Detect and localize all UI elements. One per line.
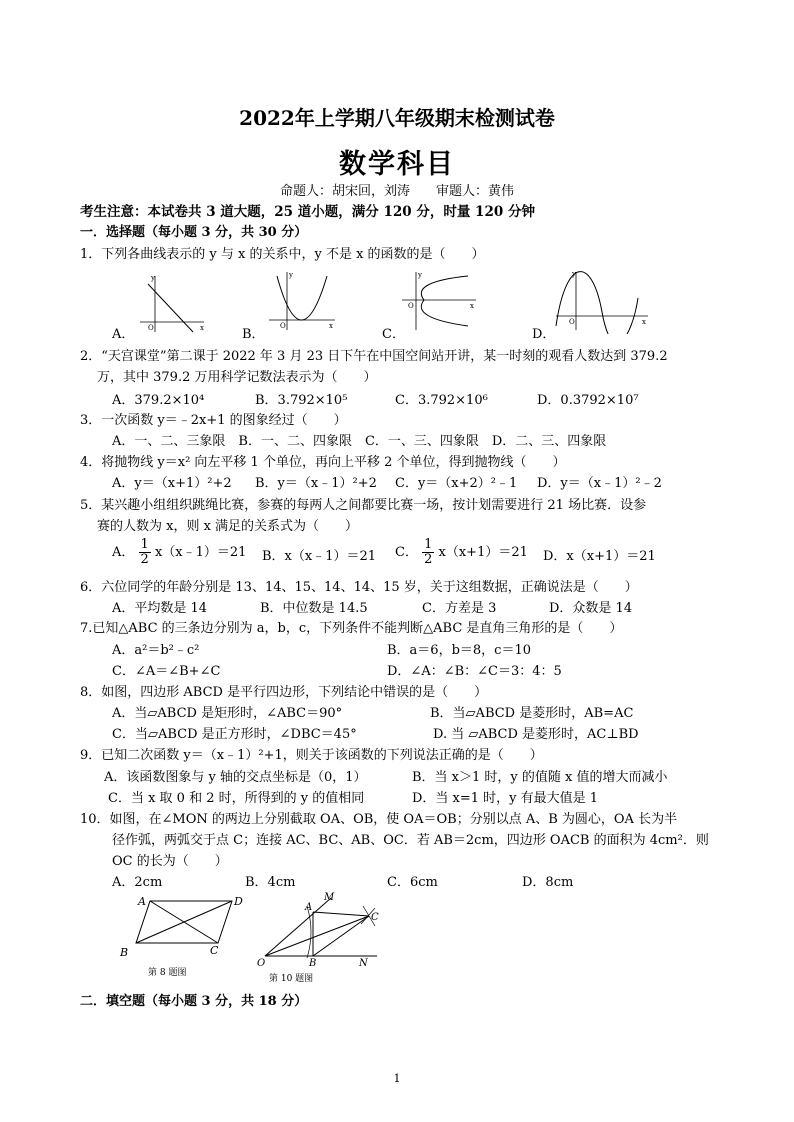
q10-option-a: A．2cm xyxy=(112,875,163,890)
graph-a-origin: O xyxy=(148,324,154,332)
subject-title: 数学科目 xyxy=(339,149,455,180)
q5-option-c-label: C． xyxy=(395,545,418,560)
q6-option-a: A．平均数是 14 xyxy=(112,601,208,616)
fig8-label-a: A xyxy=(138,895,146,908)
graph-b-y-label: y xyxy=(289,271,293,279)
figure-10-angle-construction xyxy=(255,888,390,986)
q5-option-a-label: A． xyxy=(112,545,135,560)
graph-b-origin: O xyxy=(280,322,286,330)
q8-stem: 8．如图，四边形 ABCD 是平行四边形，下列结论中错误的是（ ） xyxy=(80,685,488,700)
fig10-label-n: N xyxy=(359,958,368,969)
q5-stem-line1: 5．某兴趣小组组织跳绳比赛，参赛的每两人之间都要比赛一场，按计划需要进行 21 场比赛．设参 xyxy=(80,498,647,513)
fig8-caption: 第 8 题图 xyxy=(148,968,187,978)
q4-option-c: C．y＝（x+2）²﹣1 xyxy=(395,476,518,491)
q2-option-a: A．379.2×10⁴ xyxy=(112,393,205,408)
fig8-label-d: D xyxy=(234,895,243,908)
q7-stem: 7.已知△ABC 的三条边分别为 a，b，c，下列条件不能判断△ABC 是直角三角形的是（ ） xyxy=(80,621,623,636)
q6-stem: 6．六位同学的年龄分别是 13、14、15、14、14、15 岁，关于这组数据，正确说法是（ ） xyxy=(80,580,638,595)
q5-option-c xyxy=(395,538,528,567)
q4-option-a: A．y＝（x+1）²+2 xyxy=(112,476,232,491)
q5-fraction-c: $\frac{1}{2}$ xyxy=(424,537,433,567)
figure-8-parallelogram xyxy=(110,893,260,983)
exam-title: 2022年上学期八年级期末检测试卷 xyxy=(239,106,555,130)
q5-option-c-rest: x（x+1）＝21 xyxy=(438,545,528,560)
q1-graph-b xyxy=(265,268,340,334)
q4-option-b: B．y＝（x﹣1）²+2 xyxy=(255,476,377,491)
graph-d-x-label: x xyxy=(642,318,646,326)
page-number: 1 xyxy=(393,1072,401,1085)
q10-option-b: B．4cm xyxy=(245,875,296,890)
q7-option-c: C．∠A＝∠B+∠C xyxy=(112,664,221,679)
q3-stem: 3．一次函数 y＝﹣2x+1 的图象经过（ ） xyxy=(80,413,347,428)
q4-option-d: D．y＝（x﹣1）²﹣2 xyxy=(537,476,662,491)
q4-stem: 4．将抛物线 y＝x² 向左平移 1 个单位，再向上平移 2 个单位，得到抛物线（ ） xyxy=(80,455,566,470)
q5-option-b: B．x（x﹣1）＝21 xyxy=(262,549,377,564)
q1-option-b: B． xyxy=(242,327,265,342)
fig8-label-b: B xyxy=(120,946,129,959)
section-choice-heading: 一．选择题（每小题 3 分，共 30 分） xyxy=(80,225,308,240)
q5-option-a xyxy=(112,538,246,567)
q9-option-d: D．当 x=1 时，y 有最大值是 1 xyxy=(412,791,599,806)
authors-line: 命题人：胡宋回，刘涛 审题人：黄伟 xyxy=(279,184,514,199)
q8-option-b: B．当▱ABCD 是菱形时，AB=AC xyxy=(430,706,634,721)
q6-option-d: D．众数是 14 xyxy=(549,601,633,616)
section-fill-heading: 二．填空题（每小题 3 分，共 18 分） xyxy=(80,994,308,1009)
graph-d-origin: O xyxy=(569,318,575,326)
q8-option-c: C．当▱ABCD 是正方形时，∠DBC＝45° xyxy=(112,727,357,742)
q9-option-b: B．当 x＞1 时，y 的值随 x 值的增大而减小 xyxy=(412,770,668,785)
fig10-label-m: M xyxy=(324,892,335,903)
q2-option-d: D．0.3792×10⁷ xyxy=(537,393,639,408)
q6-option-b: B．中位数是 14.5 xyxy=(260,601,368,616)
q10-stem-line3: OC 的长为（ ） xyxy=(112,854,228,869)
q7-option-d: D．∠A：∠B：∠C＝3：4：5 xyxy=(387,664,562,679)
q2-option-b: B．3.792×10⁵ xyxy=(255,393,348,408)
q5-option-d: D．x（x+1）＝21 xyxy=(543,549,656,564)
q7-option-b: B．a＝6，b＝8，c＝10 xyxy=(387,643,531,658)
q2-option-c: C．3.792×10⁶ xyxy=(395,393,488,408)
q1-option-a: A． xyxy=(112,327,135,342)
q3-options: A．一、二、三象限 B．一、二、四象限 C．一、三、四象限 D．二、三、四象限 xyxy=(112,434,607,449)
q1-graph-c xyxy=(400,268,480,334)
graph-b-x-label: x xyxy=(329,322,333,330)
fig10-caption: 第 10 题图 xyxy=(269,974,314,984)
fig10-label-o: O xyxy=(257,958,266,969)
q10-stem-line2: 径作弧，两弧交于点 C；连接 AC、BC、AB、OC．若 AB＝2cm，四边形 OACB 的面积为 4cm²．则 xyxy=(112,833,709,848)
graph-d-y-label: y xyxy=(572,270,576,278)
q5-fraction-a: $\frac{1}{2}$ xyxy=(140,537,149,567)
graph-c-origin: O xyxy=(408,302,414,310)
q9-stem: 9．已知二次函数 y＝（x﹣1）²+1，则关于该函数的下列说法正确的是（ ） xyxy=(80,748,543,763)
q1-graph-d xyxy=(552,268,652,334)
q10-stem-line1: 10．如图，在∠MON 的两边上分别截取 OA、OB，使 OA＝OB；分别以点 A、B 为圆心，OA 长为半 xyxy=(80,812,678,827)
q5-option-a-rest: x（x﹣1）＝21 xyxy=(154,545,247,560)
q2-stem-line2: 万，其中 379.2 万用科学记数法表示为（ ） xyxy=(97,370,377,385)
q10-option-c: C．6cm xyxy=(387,875,438,890)
q2-stem-line1: 2．“天宫课堂”第二课于 2022 年 3 月 23 日下午在中国空间站开讲，某一时刻的观看人数达到 379.2 xyxy=(80,349,668,364)
q8-option-a: A．当▱ABCD 是矩形时，∠ABC＝90° xyxy=(112,706,343,721)
q9-option-c: C．当 x 取 0 和 2 时，所得到的 y 的值相同 xyxy=(108,791,365,806)
fig10-label-b: B xyxy=(309,958,317,969)
q7-option-a: A．a²＝b²﹣c² xyxy=(112,643,200,658)
fig8-label-c: C xyxy=(210,944,219,957)
q1-option-c: C． xyxy=(382,327,405,342)
q5-stem-line2: 赛的人数为 x，则 x 满足的关系式为（ ） xyxy=(97,519,359,534)
q1-graph-a xyxy=(138,272,208,334)
fig10-label-a: A xyxy=(305,902,313,913)
fig10-label-c: C xyxy=(371,912,379,923)
q8-option-d: D. 当 ▱ABCD 是菱形时，AC⊥BD xyxy=(433,727,639,742)
graph-a-y-label: y xyxy=(151,274,155,282)
graph-c-x-label: x xyxy=(470,302,474,310)
q9-option-a: A．该函数图象与 y 轴的交点坐标是（0，1） xyxy=(104,770,367,785)
q6-option-c: C．方差是 3 xyxy=(422,601,497,616)
q1-stem: 1．下列各曲线表示的 y 与 x 的关系中，y 不是 x 的函数的是（ ） xyxy=(80,247,485,262)
graph-c-y-label: y xyxy=(418,271,422,279)
q10-option-d: D．8cm xyxy=(522,875,574,890)
q1-option-d: D． xyxy=(532,327,556,342)
graph-a-x-label: x xyxy=(200,324,204,332)
exam-notice: 考生注意：本试卷共 3 道大题，25 道小题，满分 120 分，时量 120 分钟 xyxy=(80,204,535,220)
